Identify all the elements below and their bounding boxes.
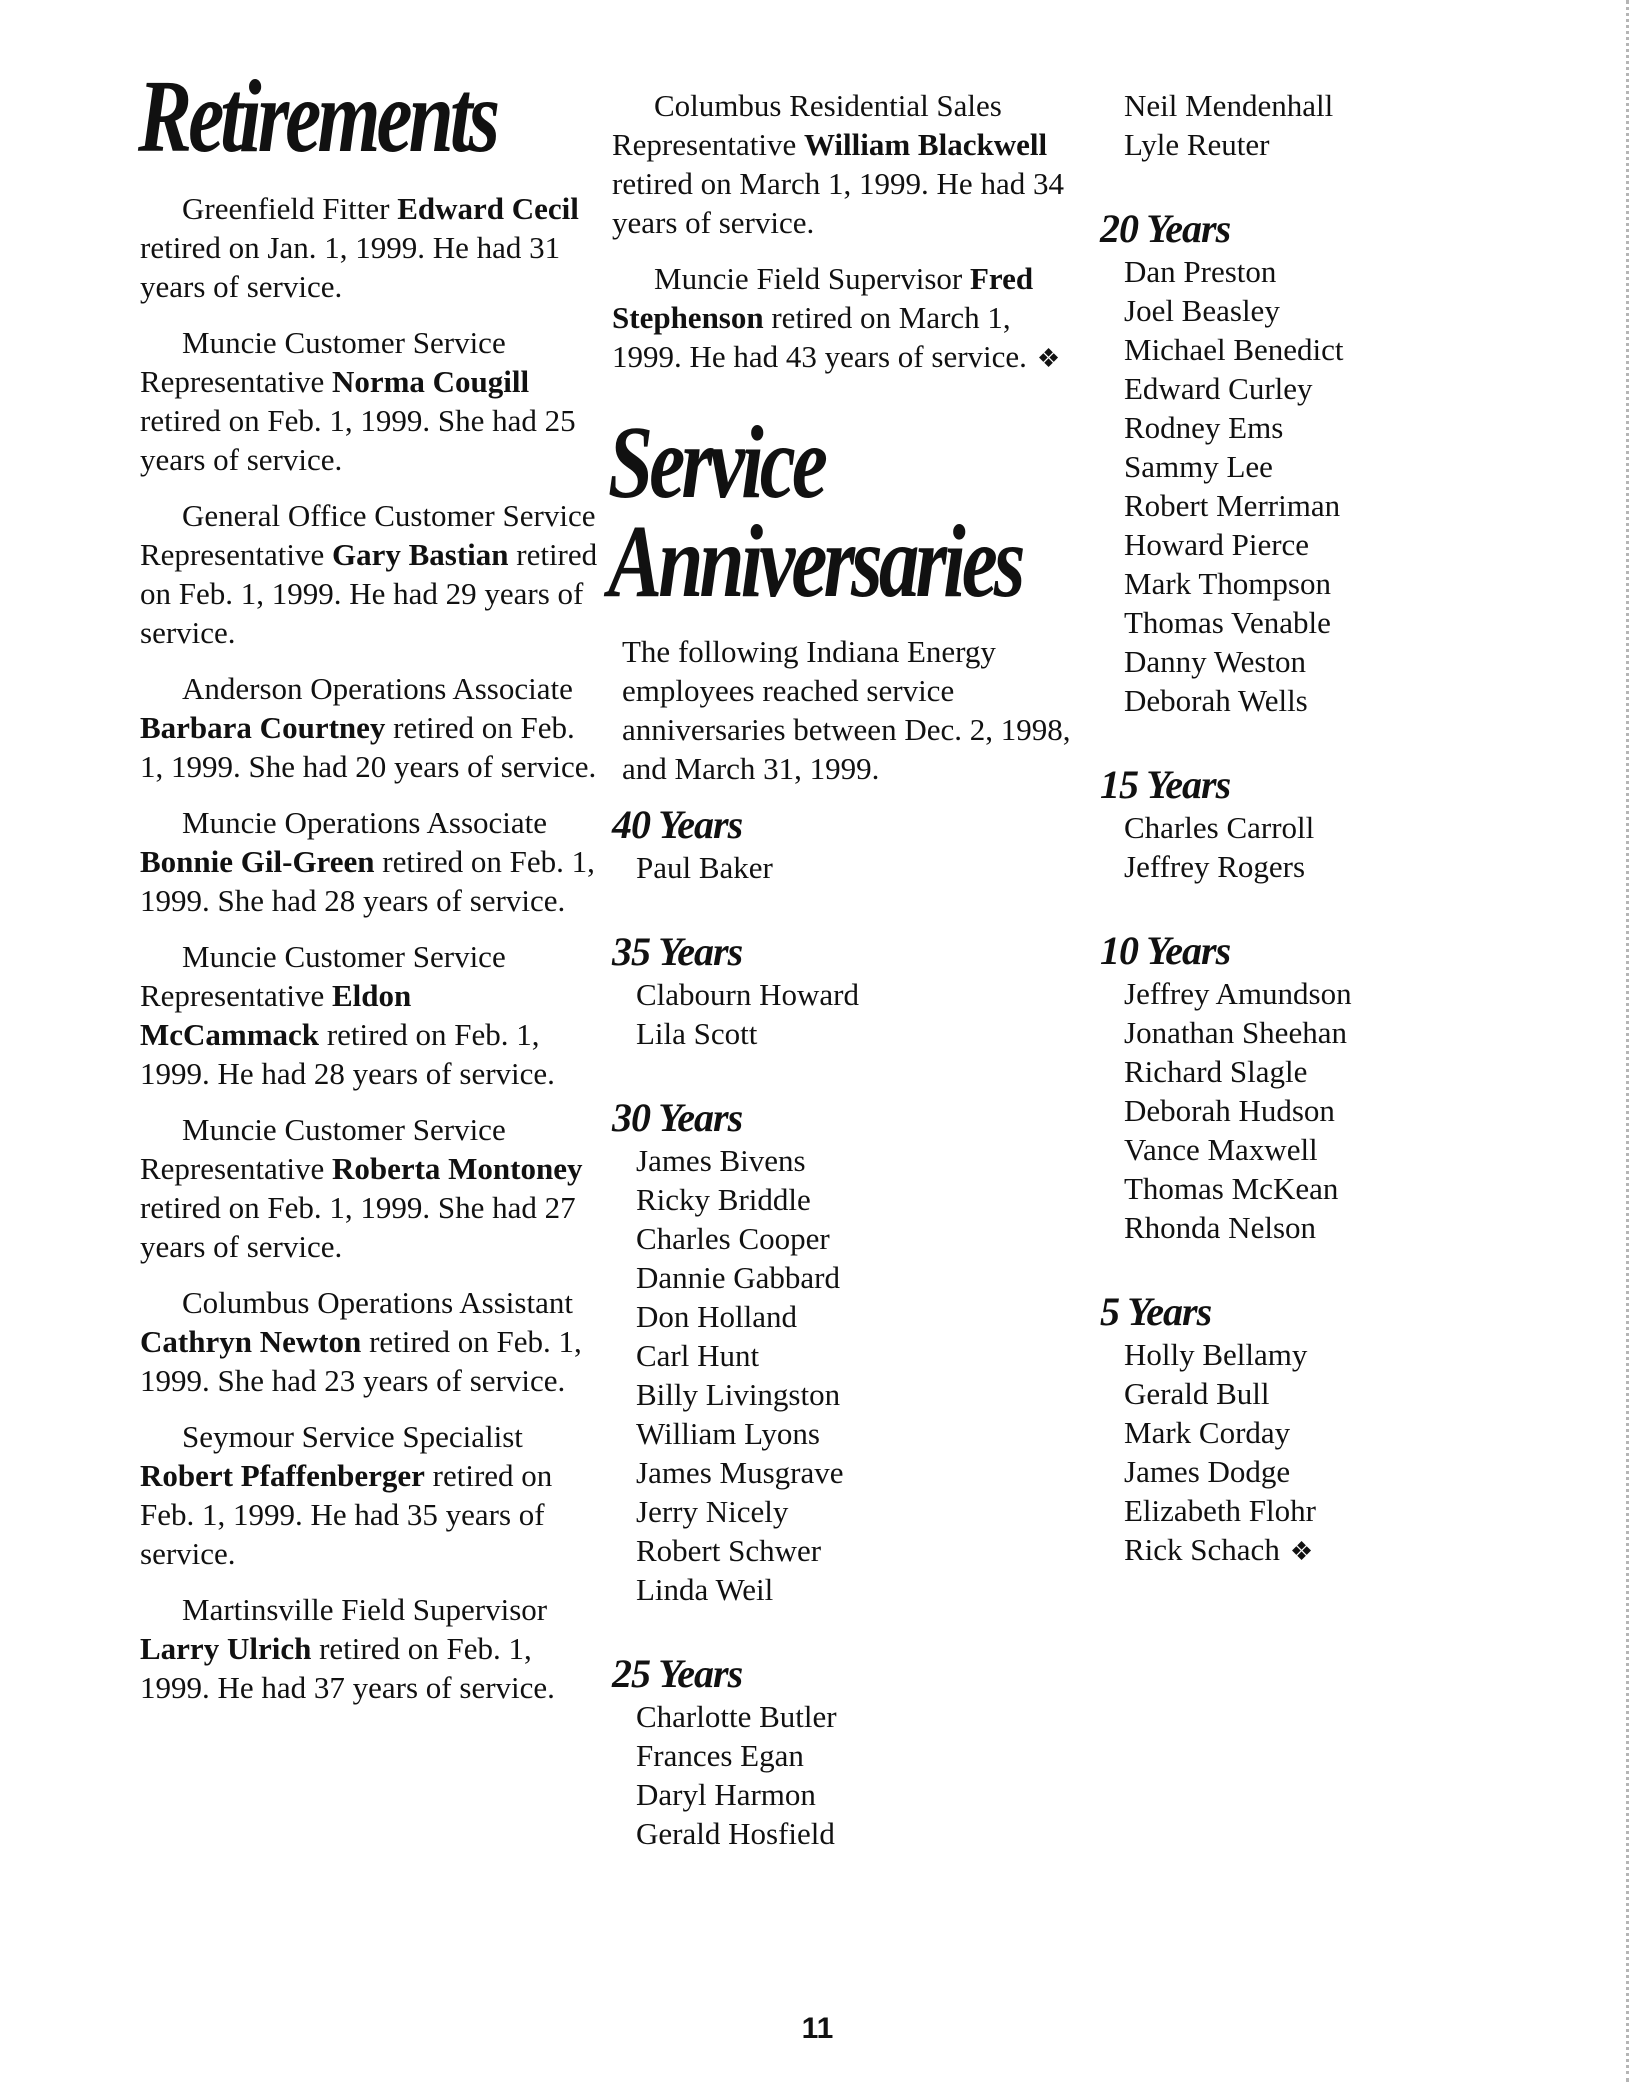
retiree-name: William Blackwell: [803, 127, 1048, 162]
retirement-role: Muncie Field Supervisor: [654, 261, 970, 296]
employee-name: Robert Schwer: [636, 1532, 822, 1568]
retiree-name: Barbara Courtney: [140, 709, 386, 745]
employee-name: Charles Cooper: [636, 1220, 830, 1256]
retirement-entry: [128, 496, 598, 652]
anniversary-group: [612, 1095, 1082, 1609]
page-edge-dotted-line: [1626, 0, 1629, 2082]
retirement-details: retired on Jan. 1, 1999. He had 31 years of service.: [140, 229, 561, 304]
retiree-name: Eldon McCammack: [140, 977, 412, 1052]
employee-name: Deborah Hudson: [1124, 1093, 1335, 1128]
anniversary-group: [1100, 762, 1570, 886]
retirement-details: retired on Feb. 1, 1999. He had 37 years of service.: [140, 1630, 555, 1705]
employee-name: Clabourn Howard: [636, 976, 859, 1012]
anniversary-groups-continued: [1100, 86, 1570, 1571]
retirement-details: retired on Feb. 1, 1999. She had 23 years of service.: [140, 1323, 582, 1398]
retirement-role: Seymour Service Specialist: [182, 1418, 523, 1454]
retirement-details: retired on Feb. 1, 1999. He had 28 years of service.: [140, 1016, 555, 1091]
employee-list: [612, 848, 1082, 887]
retiree-name: Cathryn Newton: [140, 1323, 362, 1359]
retiree-name: Fred Stephenson: [612, 261, 1034, 335]
employee-name: Thomas Venable: [1124, 605, 1331, 640]
retirement-role: Columbus Residential Sales Representative: [612, 88, 1002, 162]
group-heading: 40 Years: [612, 801, 743, 847]
employee-name: Holly Bellamy: [1124, 1337, 1308, 1372]
employee-name: Sammy Lee: [1124, 449, 1273, 484]
right-column: [1100, 0, 1570, 1613]
employee-name: James Dodge: [1124, 1454, 1291, 1489]
employee-name: Jonathan Sheehan: [1124, 1015, 1347, 1050]
retirement-entry: [128, 669, 598, 786]
employee-name: Rhonda Nelson: [1124, 1210, 1317, 1245]
employee-name: Edward Curley: [1124, 371, 1313, 406]
retirement-role: Martinsville Field Supervisor: [182, 1591, 548, 1627]
anniversary-group: [1100, 928, 1570, 1247]
anniversary-group: [1100, 206, 1570, 720]
service-intro: The following Indiana Energy employees reached service anniversaries between Dec. 2, 1998, and March 31, 1999.: [622, 633, 1071, 786]
retirement-role: Muncie Customer Service Representative: [140, 324, 506, 399]
retiree-name: Robert Pfaffenberger: [140, 1457, 425, 1493]
employee-list: [1100, 86, 1570, 164]
anniversary-group: [612, 929, 1082, 1053]
retirement-details: retired on Feb. 1, 1999. She had 25 years of service.: [140, 402, 576, 477]
retiree-name: Bonnie Gil-Green: [140, 843, 375, 879]
employee-name: Don Holland: [636, 1298, 798, 1334]
retirements-list: [128, 189, 598, 1707]
group-heading: 20 Years: [1100, 206, 1231, 251]
anniversary-group: [1100, 86, 1570, 164]
employee-name: Lyle Reuter: [1124, 127, 1270, 162]
employee-name: Mark Corday: [1124, 1415, 1291, 1450]
retirements-list-continued: [612, 86, 1082, 378]
employee-list: [1100, 808, 1570, 886]
employee-name: Richard Slagle: [1124, 1054, 1308, 1089]
employee-name: Jerry Nicely: [636, 1493, 789, 1529]
retirement-role: Muncie Operations Associate: [182, 804, 548, 840]
retiree-name: Larry Ulrich: [140, 1630, 312, 1666]
page-number: 11: [801, 2012, 834, 2045]
group-heading: 25 Years: [612, 1650, 743, 1696]
service-title-line2: Anniversaries: [608, 503, 1022, 619]
left-column: [128, 0, 598, 1724]
retirement-entry: [612, 86, 1082, 242]
group-heading: 5 Years: [1100, 1289, 1212, 1334]
employee-name: Mark Thompson: [1124, 566, 1331, 601]
group-heading: 15 Years: [1100, 762, 1231, 807]
employee-name: Charlotte Butler: [636, 1698, 837, 1734]
employee-name: Elizabeth Flohr: [1124, 1493, 1316, 1528]
retirement-details: retired on Feb. 1, 1999. She had 28 years of service.: [140, 843, 595, 918]
employee-list: [612, 1141, 1082, 1609]
end-diamond-icon: ❖: [1036, 344, 1061, 373]
employee-list: [1100, 974, 1570, 1247]
retirement-entry: [612, 259, 1082, 378]
employee-list: [1100, 1335, 1570, 1571]
retiree-name: Gary Bastian: [331, 536, 509, 572]
retirement-entry: [128, 937, 598, 1093]
service-anniversaries-title: [608, 405, 1022, 619]
retirement-role: Muncie Customer Service Representative: [140, 1111, 506, 1186]
employee-name: Daryl Harmon: [636, 1776, 816, 1812]
middle-column: [608, 0, 1082, 1895]
anniversary-group: [612, 802, 1082, 887]
retirement-entry: [128, 1110, 598, 1266]
retirement-role: General Office Customer Service Representative: [140, 497, 596, 572]
employee-name: Linda Weil: [636, 1571, 774, 1607]
employee-name: James Musgrave: [636, 1454, 844, 1490]
employee-name: Gerald Bull: [1124, 1376, 1270, 1411]
retirement-details: retired on Feb. 1, 1999. She had 20 years of service.: [140, 709, 597, 784]
anniversary-group: [1100, 1289, 1570, 1571]
employee-name: Rodney Ems: [1124, 410, 1284, 445]
retirement-role: Greenfield Fitter: [182, 190, 398, 226]
employee-name: James Bivens: [636, 1142, 806, 1178]
employee-name: Robert Merriman: [1124, 488, 1341, 523]
retirement-entry: [128, 323, 598, 479]
employee-list: [1100, 252, 1570, 720]
employee-list: [612, 1697, 1082, 1853]
retirement-entry: [128, 189, 598, 306]
employee-name: Charles Carroll: [1124, 810, 1315, 845]
employee-name: Jeffrey Rogers: [1124, 849, 1306, 884]
employee-name: Vance Maxwell: [1124, 1132, 1318, 1167]
end-diamond-icon: ❖: [1289, 1537, 1314, 1566]
anniversary-groups: [612, 802, 1082, 1853]
employee-name: Gerald Hosfield: [636, 1815, 835, 1851]
anniversary-group: [612, 1651, 1082, 1853]
retirement-entry: [128, 1590, 598, 1707]
retirement-details: retired on Feb. 1, 1999. He had 35 years of service.: [140, 1457, 553, 1571]
retiree-name: Norma Cougill: [331, 363, 530, 399]
employee-name: Carl Hunt: [636, 1337, 760, 1373]
employee-name: Michael Benedict: [1124, 332, 1344, 367]
employee-name: Dan Preston: [1124, 254, 1277, 289]
employee-name: William Lyons: [636, 1415, 820, 1451]
retirement-entry: [128, 1283, 598, 1400]
retirement-details: retired on March 1, 1999. He had 43 years of service.: [612, 300, 1027, 374]
retiree-name: Roberta Montoney: [331, 1150, 583, 1186]
employee-name: Neil Mendenhall: [1124, 88, 1334, 123]
employee-name: Deborah Wells: [1124, 683, 1308, 718]
group-heading: 35 Years: [612, 928, 743, 974]
retirement-role: Columbus Operations Assistant: [182, 1284, 573, 1320]
employee-name: Joel Beasley: [1124, 293, 1280, 328]
retirement-details: retired on March 1, 1999. He had 34 years of service.: [612, 166, 1064, 240]
employee-name: Thomas McKean: [1124, 1171, 1339, 1206]
group-heading: 30 Years: [612, 1094, 743, 1140]
employee-name: Lila Scott: [636, 1015, 758, 1051]
retirement-details: retired on Feb. 1, 1999. She had 27 years of service.: [140, 1189, 576, 1264]
employee-name: Rick Schach ❖: [1124, 1532, 1314, 1567]
retirement-entry: [128, 803, 598, 920]
employee-name: Frances Egan: [636, 1737, 804, 1773]
employee-name: Ricky Briddle: [636, 1181, 811, 1217]
retirement-role: Muncie Customer Service Representative: [140, 938, 506, 1013]
retirement-entry: [128, 1417, 598, 1573]
employee-name: Jeffrey Amundson: [1124, 976, 1352, 1011]
retirements-title: Retirements: [138, 59, 497, 174]
employee-list: [612, 975, 1082, 1053]
retirement-details: retired on Feb. 1, 1999. He had 29 years of service.: [140, 536, 598, 650]
service-title-line1: Service: [608, 405, 824, 520]
employee-name: Billy Livingston: [636, 1376, 841, 1412]
employee-name: Danny Weston: [1124, 644, 1307, 679]
group-heading: 10 Years: [1100, 928, 1231, 973]
retiree-name: Edward Cecil: [397, 190, 579, 226]
employee-name: Dannie Gabbard: [636, 1259, 840, 1295]
employee-name: Paul Baker: [636, 849, 773, 885]
employee-name: Howard Pierce: [1124, 527, 1310, 562]
retirement-role: Anderson Operations Associate: [182, 670, 573, 706]
